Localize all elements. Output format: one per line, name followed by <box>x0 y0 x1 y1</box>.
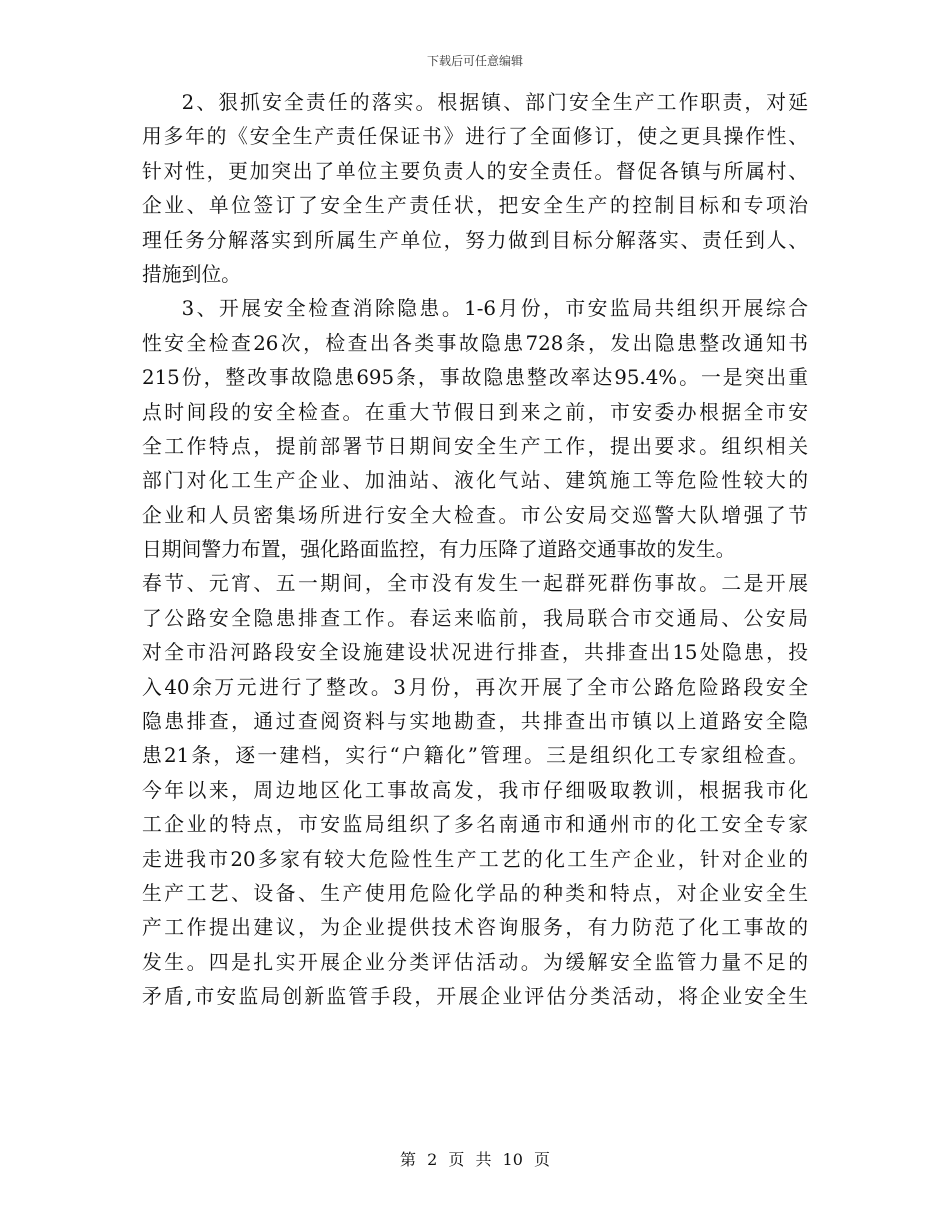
text-line: 用多年的《安全生产责任保证书》进行了全面修订，使之更具操作性、 <box>142 125 808 149</box>
text-line: 今年以来，周边地区化工事故高发，我市仔细吸取教训，根据我市化 <box>142 778 808 802</box>
text-line: 理任务分解落实到所属生产单位，努力做到目标分解落实、责任到人、 <box>142 228 808 252</box>
text-line: 3、开展安全检查消除隐患。1-6月份，市安监局共组织开展综合 <box>181 297 808 321</box>
text-line: 生产工艺、设备、生产使用危险化学品的种类和特点，对企业安全生 <box>142 881 808 905</box>
text-line: 工企业的特点，市安监局组织了多名南通市和通州市的化工安全专家 <box>142 813 808 837</box>
text-line: 日期间警力布置，强化路面监控，有力压降了道路交通事故的发生。 <box>142 538 736 562</box>
text-line: 春节、元宵、五一期间，全市没有发生一起群死群伤事故。二是开展 <box>142 572 808 596</box>
text-line: 针对性，更加突出了单位主要负责人的安全责任。督促各镇与所属村、 <box>142 159 808 183</box>
text-line: 入40余万元进行了整改。3月份，再次开展了全市公路危险路段安全 <box>142 675 808 699</box>
text-line: 走进我市20多家有较大危险性生产工艺的化工生产企业，针对企业的 <box>142 847 808 871</box>
paragraph <box>142 292 808 1014</box>
text-line: 隐患排查，通过查阅资料与实地勘查，共排查出市镇以上道路安全隐 <box>142 710 808 734</box>
text-line: 2、狠抓安全责任的落实。根据镇、部门安全生产工作职责，对延 <box>181 91 808 114</box>
text-line: 部门对化工生产企业、加油站、液化气站、建筑施工等危险性较大的 <box>142 469 808 493</box>
text-line: 性安全检查26次，检查出各类事故隐患728条，发出隐患整改通知书 <box>142 331 808 355</box>
text-line: 企业和人员密集场所进行安全大检查。市公安局交巡警大队增强了节 <box>142 503 808 527</box>
page-number: 第 2 页 共 10 页 <box>400 1150 550 1169</box>
text-line: 了公路安全隐患排查工作。春运来临前，我局联合市交通局、公安局 <box>142 606 808 630</box>
text-line: 措施到位。 <box>142 262 241 286</box>
text-line: 产工作提出建议，为企业提供技术咨询服务，有力防范了化工事故的 <box>142 916 808 940</box>
text-line: 企业、单位签订了安全生产责任状，把安全生产的控制目标和专项治 <box>142 194 808 218</box>
text-line: 矛盾,市安监局创新监管手段，开展企业评估分类活动，将企业安全生 <box>142 985 808 1009</box>
paragraph <box>142 86 808 292</box>
text-line: 患21条，逐一建档，实行“户籍化”管理。三是组织化工专家组检查。 <box>142 744 808 768</box>
text-line: 点时间段的安全检查。在重大节假日到来之前，市安委办根据全市安 <box>142 400 808 424</box>
page-header: 下载后可任意编辑 <box>426 54 523 68</box>
text-line: 215份，整改事故隐患695条，事故隐患整改率达95.4%。一是突出重 <box>142 366 808 390</box>
document-body <box>142 86 808 1015</box>
text-line: 全工作特点，提前部署节日期间安全生产工作，提出要求。组织相关 <box>142 434 808 458</box>
text-line: 对全市沿河路段安全设施建设状况进行排查，共排查出15处隐患，投 <box>142 641 808 665</box>
text-line: 发生。四是扎实开展企业分类评估活动。为缓解安全监管力量不足的 <box>142 950 808 974</box>
